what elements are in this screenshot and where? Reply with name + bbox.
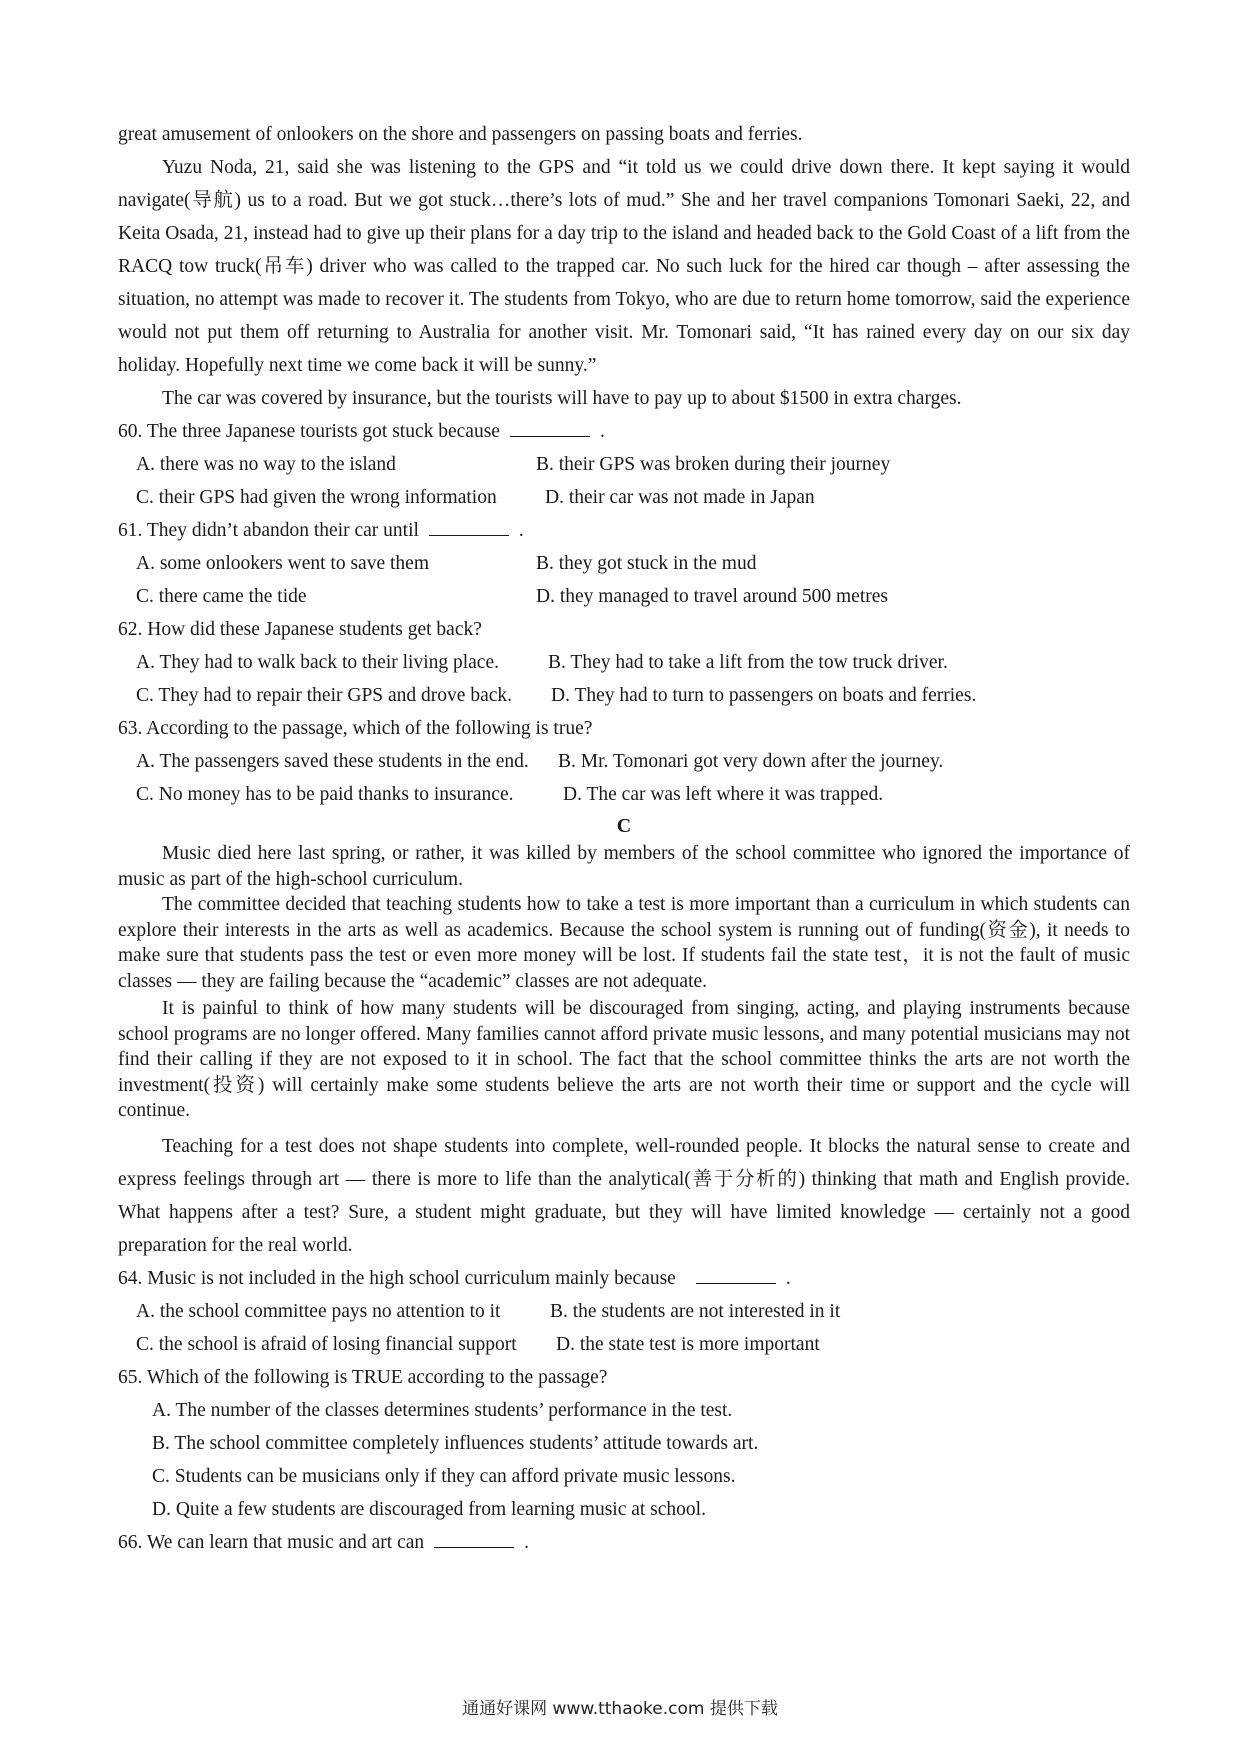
option-c[interactable]: C. there came the tide <box>136 586 307 607</box>
option-a[interactable]: A. the school committee pays no attention to it <box>136 1300 501 1322</box>
passage-paragraph: The car was covered by insurance, but the tourists will have to pay up to about $1500 in extra charges. <box>162 388 962 409</box>
answer-blank[interactable] <box>510 418 590 437</box>
question-65 <box>118 1361 1130 1526</box>
option-d[interactable]: D. they managed to travel around 500 metres <box>536 586 888 607</box>
option-c[interactable]: C. their GPS had given the wrong information <box>136 487 497 508</box>
option-a[interactable]: A. The passengers saved these students in the end. <box>136 751 529 772</box>
option-c[interactable]: C. Students can be musicians only if they can afford private music lessons. <box>152 1465 736 1487</box>
option-a[interactable]: A. They had to walk back to their living place. <box>136 652 499 673</box>
option-d[interactable]: D. Quite a few students are discouraged from learning music at school. <box>152 1498 706 1520</box>
option-d[interactable]: D. their car was not made in Japan <box>545 487 815 508</box>
passage-paragraph: The committee decided that teaching students how to take a test is more important than a curriculum in which students can explore their interests in the arts as well as academics. Because the school system is running out of funding(资金), it needs to make sure that students pass the test or even more money will be lost. If students fail the state test，it is not the fault of music classes — they are failing because the “academic” classes are not adequate. <box>118 894 1130 992</box>
option-d[interactable]: D. They had to turn to passengers on boats and ferries. <box>551 685 977 706</box>
question-stem: 64. Music is not included in the high school curriculum mainly because <box>118 1267 676 1289</box>
option-c[interactable]: C. the school is afraid of losing financial support <box>136 1333 517 1355</box>
section-heading: C <box>616 815 632 837</box>
option-b[interactable]: B. They had to take a lift from the tow truck driver. <box>548 652 948 673</box>
passage-paragraph: Music died here last spring, or rather, it was killed by members of the school committee who ignored the importance of music as part of the high-school curriculum. <box>118 843 1130 890</box>
option-d[interactable]: D. the state test is more important <box>556 1333 820 1355</box>
passage-paragraph: It is painful to think of how many students will be discouraged from singing, acting, and playing instruments because school programs are no longer offered. Many families cannot afford private music lessons, and many potential musicians may not find their calling if they are not exposed to it in school. The fact that the school committee thinks the arts are not worth the investment(投资) will certainly make some students believe the arts are not worth their time or support and the cycle will continue. <box>118 998 1130 1121</box>
option-c[interactable]: C. No money has to be paid thanks to insurance. <box>136 784 514 805</box>
question-61: 61. They didn’t abandon their car until . A. some onlookers went to save them B. they got stuck in the mud C. there came the tide D. they managed to travel around 500 metres <box>118 514 1130 613</box>
answer-blank[interactable] <box>434 1529 514 1548</box>
question-64: 64. Music is not included in the high school curriculum mainly because . A. the school committee pays no attention to it B. the students are not interested in it C. the school is afraid of losing financial support D. the state test is more important <box>118 1262 1130 1361</box>
question-63 <box>118 712 1130 811</box>
passage-paragraph: great amusement of onlookers on the shore and passengers on passing boats and ferries. <box>118 124 803 145</box>
question-stem: 66. We can learn that music and art can <box>118 1531 425 1553</box>
question-66: 66. We can learn that music and art can . <box>118 1526 1130 1559</box>
option-a[interactable]: A. there was no way to the island <box>136 454 396 475</box>
option-d[interactable]: D. The car was left where it was trapped. <box>563 784 884 805</box>
answer-blank[interactable] <box>429 517 509 536</box>
exam-page <box>118 118 1130 1559</box>
question-stem: 60. The three Japanese tourists got stuck because <box>118 421 500 442</box>
option-c[interactable]: C. They had to repair their GPS and drove back. <box>136 685 513 706</box>
question-60: 60. The three Japanese tourists got stuck because . A. there was no way to the island B. their GPS was broken during their journey C. their GPS had given the wrong information D. their car was not made in Japan <box>118 415 1130 514</box>
option-b[interactable]: B. their GPS was broken during their journey <box>536 454 891 475</box>
question-62 <box>118 613 1130 712</box>
question-stem: 62. How did these Japanese students get back? <box>118 619 482 640</box>
question-stem: 63. According to the passage, which of the following is true? <box>118 718 593 739</box>
option-a[interactable]: A. some onlookers went to save them <box>136 553 429 574</box>
option-a[interactable]: A. The number of the classes determines students’ performance in the test. <box>152 1399 733 1421</box>
option-b[interactable]: B. they got stuck in the mud <box>536 553 757 574</box>
option-b[interactable]: B. Mr. Tomonari got very down after the journey. <box>558 751 944 772</box>
option-b[interactable]: B. the students are not interested in it <box>550 1300 841 1322</box>
page-footer: 通通好课网 www.tthaoke.com 提供下载 <box>462 1699 778 1719</box>
passage-paragraph: Yuzu Noda, 21, said she was listening to the GPS and “it told us we could drive down there. It kept saying it would navigate(导航) us to a road. But we got stuck…there’s lots of mud.” She and her travel companions Tomonari Saeki, 22, and Keita Osada, 21, instead had to give up their plans for a day trip to the island and headed back to the Gold Coast of a lift from the RACQ tow truck(吊车) driver who was called to the trapped car. No such luck for the hired car though – after assessing the situation, no attempt was made to recover it. The students from Tokyo, who are due to return home tomorrow, said the experience would not put them off returning to Australia for another visit. Mr. Tomonari said, “It has rained every day on our six day holiday. Hopefully next time we come back it will be sunny.” <box>118 157 1130 376</box>
answer-blank[interactable] <box>696 1265 776 1284</box>
option-b[interactable]: B. The school committee completely influences students’ attitude towards art. <box>152 1432 759 1454</box>
question-stem: 65. Which of the following is TRUE according to the passage? <box>118 1366 608 1388</box>
passage-paragraph: Teaching for a test does not shape students into complete, well-rounded people. It blocks the natural sense to create and express feelings through art — there is more to life than the analytical(善于分析的) thinking that math and English provide. What happens after a test? Sure, a student might graduate, but they will have limited knowledge — certainly not a good preparation for the real world. <box>118 1135 1130 1256</box>
question-stem: 61. They didn’t abandon their car until <box>118 520 419 541</box>
